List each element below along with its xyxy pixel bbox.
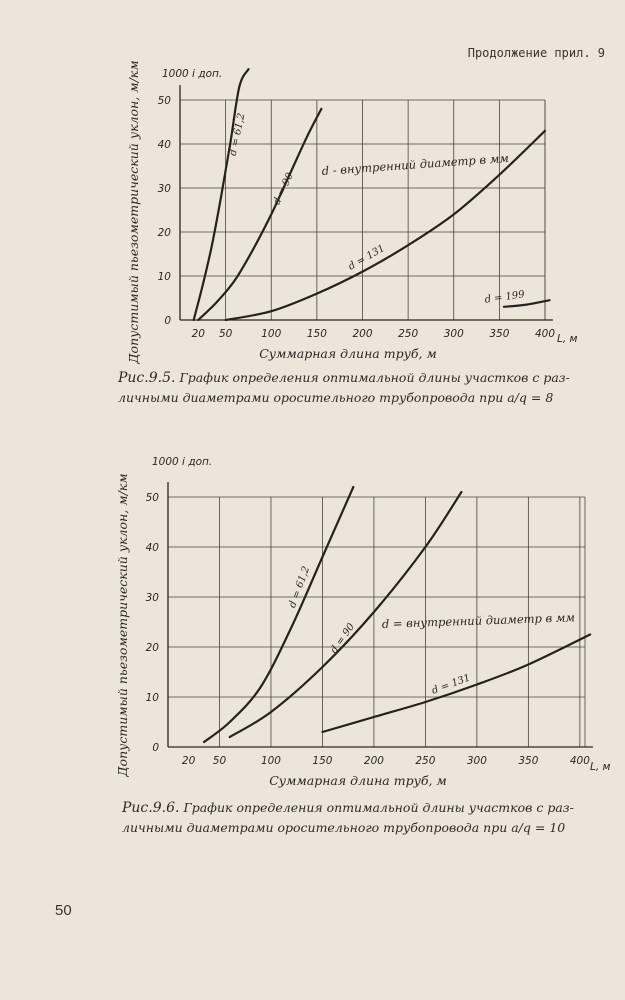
y-axis-title: Допустимый пьезометрический уклон, м/км — [115, 473, 130, 777]
series-label-d-90: d = 90 — [328, 621, 358, 656]
y-unit-label: 1000 i доп. — [152, 456, 213, 468]
x-unit-label: L, м — [590, 761, 611, 773]
figure-caption-9-5 — [118, 368, 598, 407]
y-tick-label: 10 — [145, 692, 159, 704]
y-unit-label: 1000 i доп. — [162, 68, 223, 80]
series-line-d-612 — [194, 69, 249, 320]
x-tick-label: 200 — [352, 328, 373, 340]
series-label-d-90: d = 90 — [271, 171, 296, 207]
caption-line-1: График определения оптимальной длины участков с раз- — [183, 800, 574, 815]
x-tick-label: 150 — [312, 755, 333, 767]
header-note: Продолжение прил. 9 — [467, 46, 605, 60]
series-label-d-131: d = 131 — [430, 672, 472, 697]
x-tick-label: 250 — [415, 755, 436, 767]
series-line-d-90 — [198, 109, 321, 320]
y-tick-label: 20 — [157, 227, 171, 239]
y-tick-label: 40 — [157, 139, 171, 151]
figure-label: Рис.9.5. — [118, 370, 176, 386]
y-tick-label: 40 — [145, 542, 159, 554]
x-tick-label: 100 — [260, 755, 281, 767]
figure-caption-9-6 — [122, 798, 602, 837]
x-tick-label: 50 — [218, 328, 233, 340]
y-tick-label: 10 — [157, 271, 171, 283]
y-tick-label: 30 — [157, 183, 171, 195]
x-tick-label: 300 — [466, 755, 487, 767]
x-tick-label: 400 — [534, 328, 556, 340]
x-tick-label: 50 — [212, 755, 227, 767]
y-tick-label: 20 — [145, 642, 159, 654]
x-axis-title: Суммарная длина труб, м — [269, 773, 447, 788]
y-tick-label: 0 — [152, 742, 159, 754]
x-axis-title: Суммарная длина труб, м — [259, 346, 437, 361]
caption-line-1: График определения оптимальной длины участков с раз- — [179, 370, 570, 385]
series-line-d-612 — [204, 487, 353, 742]
x-tick-label: 250 — [398, 328, 419, 340]
y-axis-title: Допустимый пьезометрический уклон, м/км — [126, 60, 141, 364]
series-label-d-612: d = 61,2 — [227, 112, 248, 157]
chart-annotation: d - внутренний диаметр в мм — [321, 150, 510, 178]
x-unit-label: L, м — [557, 333, 578, 345]
x-tick-label: 400 — [569, 755, 590, 767]
x-tick-label: 300 — [443, 328, 464, 340]
x-tick-label: 150 — [306, 328, 327, 340]
figure-label: Рис.9.6. — [122, 800, 180, 816]
caption-line-2: личными диаметрами оросительного трубопровода при а/q = 8 — [118, 390, 554, 405]
x-tick-label: 350 — [518, 755, 539, 767]
series-label-d-199: d = 199 — [483, 289, 526, 306]
page-number: 50 — [55, 902, 72, 919]
x-tick-label: 350 — [489, 328, 510, 340]
y-tick-label: 0 — [164, 315, 171, 327]
chart-figure-9-6 — [0, 440, 625, 860]
series-label-d-131: d = 131 — [346, 243, 387, 273]
y-tick-label: 50 — [145, 492, 159, 504]
chart-annotation: d = внутренний диаметр в мм — [381, 610, 576, 631]
series-label-d-612: d = 61,2 — [287, 564, 313, 610]
y-tick-label: 50 — [157, 95, 171, 107]
caption-line-2: личными диаметрами оросительного трубопровода при а/q = 10 — [122, 820, 566, 835]
x-tick-label: 20 — [191, 328, 205, 340]
y-tick-label: 30 — [145, 592, 159, 604]
x-tick-label: 20 — [181, 755, 196, 767]
x-tick-label: 100 — [261, 328, 282, 340]
x-tick-label: 200 — [363, 755, 384, 767]
